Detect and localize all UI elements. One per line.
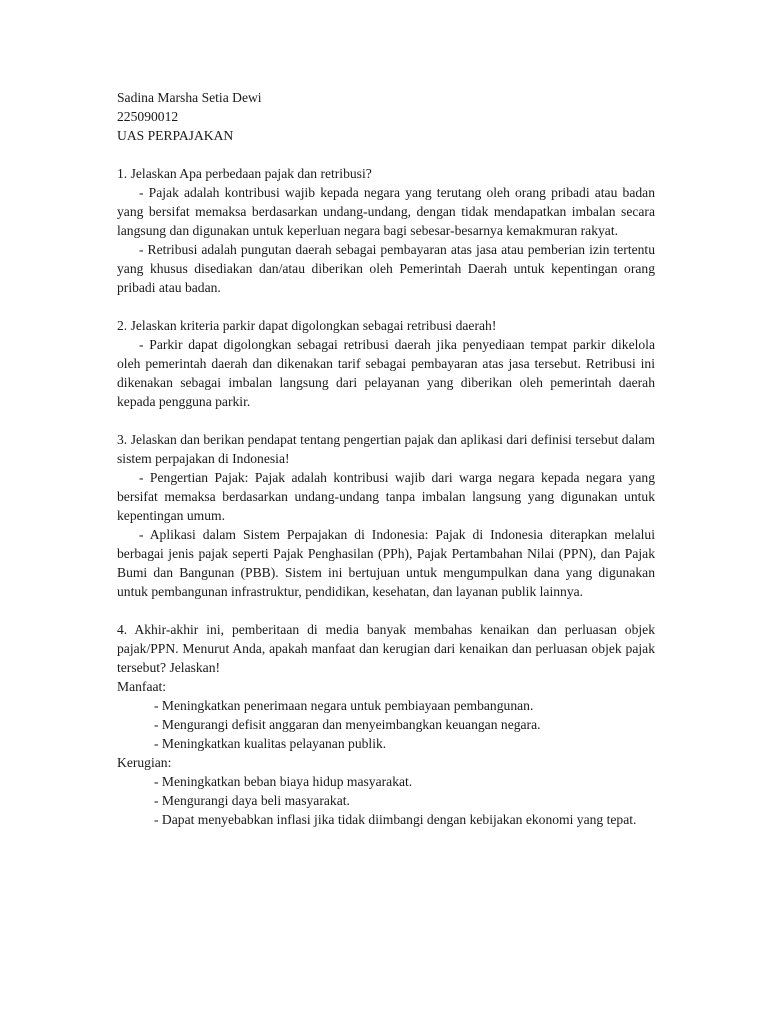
benefits-label: Manfaat: [117,679,167,694]
benefit-item: - Meningkatkan kualitas pelayanan publik. [154,736,387,751]
spacer [117,411,655,430]
question-3: 3. Jelaskan dan berikan pendapat tentang pengertian pajak dan aplikasi dari definisi tersebut dalam sistem perpajakan di Indonesia! [117,432,655,466]
answer-1-pajak: - Pajak adalah kontribusi wajib kepada negara yang terutang oleh orang pribadi atau badan yang bersifat memaksa berdasarkan undang-undang, dengan tidak mendapatkan imbalan secara langsung dan digunakan untuk keperluan negara bagi sebesar-besarnya kemakmuran rakyat. [117,185,655,238]
drawback-item: - Mengurangi daya beli masyarakat. [154,793,350,808]
answer-3-pengertian: - Pengertian Pajak: Pajak adalah kontribusi wajib dari warga negara kepada negara yang bersifat memaksa berdasarkan undang-undang tanpa imbalan langsung yang digunakan untuk kepentingan umum. [117,470,655,523]
spacer [117,145,655,164]
drawback-item: - Meningkatkan beban biaya hidup masyarakat. [154,774,413,789]
exam-title: UAS PERPAJAKAN [117,128,234,143]
answer-3-aplikasi: - Aplikasi dalam Sistem Perpajakan di Indonesia: Pajak di Indonesia diterapkan melalui berbagai jenis pajak seperti Pajak Penghasilan (PPh), Pajak Pertambahan Nilai (PPN), dan Pajak Bumi dan Bangunan (PBB). Sistem ini bertujuan untuk mengumpulkan dana yang digunakan untuk pembangunan infrastruktur, pendidikan, kesehatan, dan layanan publik lainnya. [117,527,655,599]
student-name: Sadina Marsha Setia Dewi [117,90,262,105]
student-id: 225090012 [117,109,179,124]
question-2: 2. Jelaskan kriteria parkir dapat digolongkan sebagai retribusi daerah! [117,318,497,333]
drawback-item: - Dapat menyebabkan inflasi jika tidak diimbangi dengan kebijakan ekonomi yang tepat. [154,812,637,827]
answer-2: - Parkir dapat digolongkan sebagai retribusi daerah jika penyediaan tempat parkir dikelola oleh pemerintah daerah dan dikenakan tarif sebagai pembayaran atas jasa tersebut. Retribusi ini dikenakan sebagai imbalan langsung dari pelayanan yang diberikan oleh pemerintah daerah kepada pengguna parkir. [117,337,655,409]
question-4: 4. Akhir-akhir ini, pemberitaan di media banyak membahas kenaikan dan perluasan objek pajak/PPN. Menurut Anda, apakah manfaat dan kerugian dari kenaikan dan perluasan objek pajak tersebut? Jelaskan! [117,622,655,675]
document-page [117,88,655,829]
question-1: 1. Jelaskan Apa perbedaan pajak dan retribusi? [117,166,372,181]
benefit-item: - Meningkatkan penerimaan negara untuk pembiayaan pembangunan. [154,698,534,713]
benefit-item: - Mengurangi defisit anggaran dan menyeimbangkan keuangan negara. [154,717,541,732]
spacer [117,601,655,620]
drawbacks-label: Kerugian: [117,755,172,770]
spacer [117,297,655,316]
answer-1-retribusi: - Retribusi adalah pungutan daerah sebagai pembayaran atas jasa atau pemberian izin tertentu yang khusus disediakan dan/atau diberikan oleh Pemerintah Daerah untuk kepentingan orang pribadi atau badan. [117,242,655,295]
